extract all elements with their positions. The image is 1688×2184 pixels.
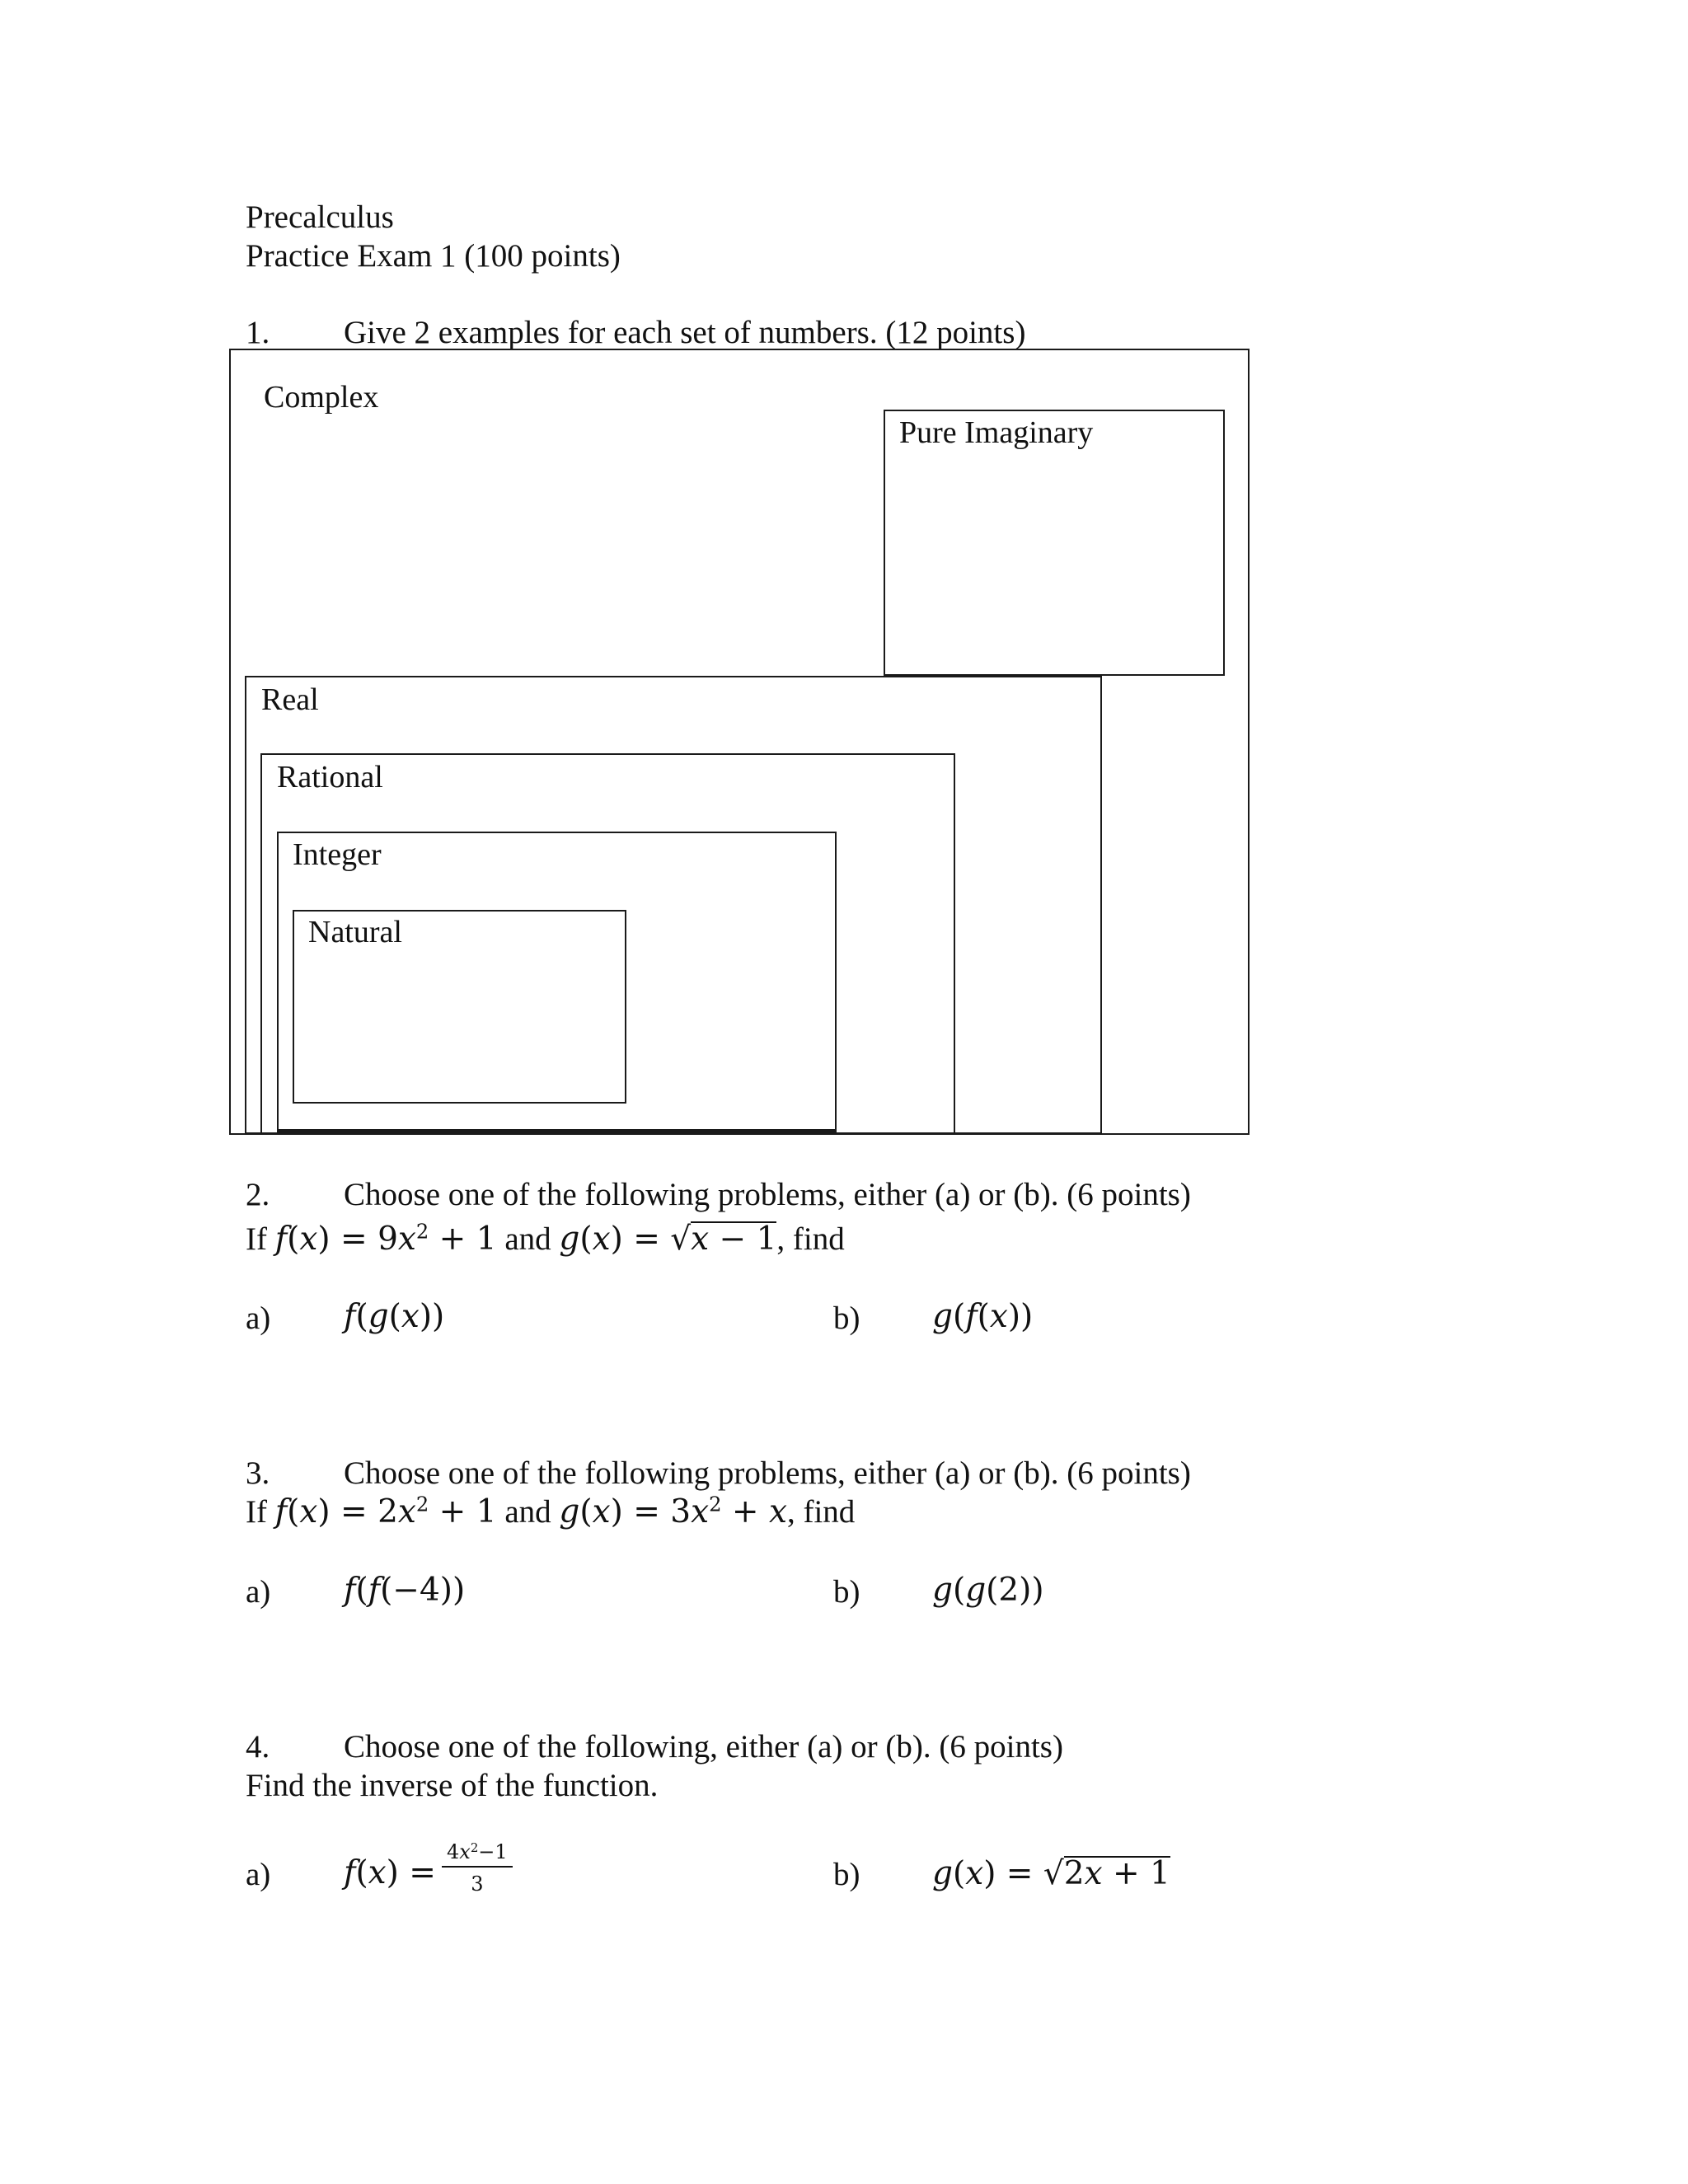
- q3-part-b-expression: g(g(2)): [932, 1572, 1044, 1609]
- q3-prompt: Choose one of the following problems, either (a) or (b). (6 points): [344, 1455, 1191, 1491]
- natural-set-label: Natural: [308, 915, 402, 949]
- q3-given-suffix: , find: [786, 1494, 856, 1530]
- real-set-label: Real: [261, 682, 319, 717]
- q4-part-a-fraction: [442, 1840, 513, 1896]
- q2-given: [246, 1220, 845, 1258]
- q2-part-b-expression: g(f(x)): [932, 1298, 1034, 1335]
- q3-number: 3.: [246, 1455, 270, 1491]
- q2-number: 2.: [246, 1177, 270, 1212]
- q4-instruction: Find the inverse of the function.: [246, 1768, 659, 1803]
- q3-given: [246, 1493, 856, 1530]
- q2-given-prefix: If: [246, 1221, 267, 1257]
- q2-f-definition: $f(x) = 9x^2 + 1$: [274, 1220, 497, 1258]
- q4-part-a-numerator: $4x^2-1$: [442, 1840, 513, 1868]
- q2-prompt: Choose one of the following problems, either (a) or (b). (6 points): [344, 1177, 1191, 1212]
- q4-part-a-denominator: 3: [471, 1872, 484, 1896]
- exam-title: Practice Exam 1 (100 points): [246, 238, 621, 274]
- q2-part-a-expression: f(g(x)): [344, 1298, 445, 1335]
- complex-set-label: Complex: [264, 380, 379, 415]
- q4-number: 4.: [246, 1729, 270, 1765]
- course-title: Precalculus: [246, 199, 394, 235]
- q2-part-a-label: a): [246, 1301, 271, 1336]
- q4-part-a-label: a): [246, 1857, 271, 1892]
- q3-f-definition: $f(x) = 2x^2 + 1$: [274, 1493, 497, 1530]
- q4-part-b-expression: g(x) = √2x + 1: [932, 1855, 1170, 1892]
- q3-part-b-label: b): [833, 1574, 860, 1610]
- rational-set-label: Rational: [277, 760, 383, 794]
- q4-part-b-label: b): [833, 1857, 860, 1892]
- q2-g-definition: g(x) = √x − 1: [559, 1221, 777, 1258]
- q4-prompt: Choose one of the following, either (a) or (b). (6 points): [344, 1729, 1063, 1765]
- q2-part-b-label: b): [833, 1301, 860, 1336]
- q2-given-and: and: [504, 1221, 551, 1257]
- q4-part-a-lhs: f(x) =: [344, 1854, 436, 1891]
- q3-given-prefix: If: [246, 1494, 267, 1530]
- pure-imaginary-set-label: Pure Imaginary: [899, 415, 1094, 450]
- q1-number: 1.: [246, 315, 270, 350]
- q3-given-and: and: [504, 1494, 551, 1530]
- q3-g-definition: $g(x) = 3x^2 + x$: [559, 1493, 787, 1530]
- q3-part-a-expression: f(f(−4)): [344, 1572, 466, 1609]
- q1-prompt: Give 2 examples for each set of numbers. (12 points): [344, 315, 1026, 350]
- q2-given-suffix: , find: [776, 1221, 845, 1257]
- integer-set-label: Integer: [293, 837, 382, 872]
- q3-part-a-label: a): [246, 1574, 271, 1610]
